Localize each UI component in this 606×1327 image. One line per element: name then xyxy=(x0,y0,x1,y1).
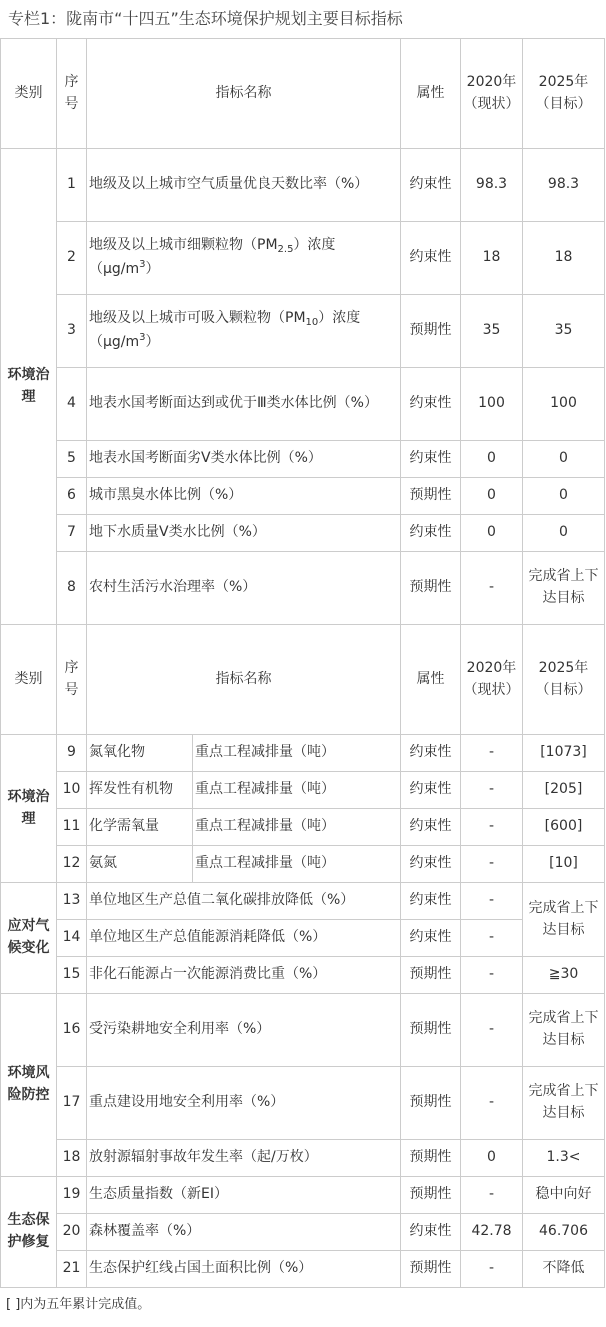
header-attr: 属性 xyxy=(401,39,461,149)
table-row xyxy=(1,295,605,368)
row-2020: 35 xyxy=(461,295,523,368)
header-attr: 属性 xyxy=(401,625,461,735)
table-row xyxy=(1,883,605,920)
table-note: [ ]内为五年累计完成值。 xyxy=(6,1297,151,1312)
table-row xyxy=(1,1251,605,1288)
row-attr: 约束性 xyxy=(401,368,461,441)
row-2020: - xyxy=(461,994,523,1067)
row-2025: 1.3< xyxy=(523,1140,605,1177)
row-attr: 预期性 xyxy=(401,994,461,1067)
row-2020: 0 xyxy=(461,441,523,478)
row-name: 非化石能源占一次能源消费比重（%） xyxy=(87,957,401,994)
row-2025: 35 xyxy=(523,295,605,368)
row-attr: 约束性 xyxy=(401,846,461,883)
table-row xyxy=(1,441,605,478)
row-name: 单位地区生产总值二氧化碳排放降低（%） xyxy=(87,883,401,920)
row-no: 12 xyxy=(57,846,87,883)
table-row xyxy=(1,552,605,625)
row-attr: 预期性 xyxy=(401,478,461,515)
row-no: 11 xyxy=(57,809,87,846)
row-name: 地表水国考断面达到或优于Ⅲ类水体比例（%） xyxy=(87,368,401,441)
row-2020: - xyxy=(461,735,523,772)
table-row xyxy=(1,809,605,846)
header-name: 指标名称 xyxy=(87,39,401,149)
row-name: 重点建设用地安全利用率（%） xyxy=(87,1067,401,1140)
group-label: 应对气候变化 xyxy=(1,883,57,994)
row-name: 生态质量指数（新EI） xyxy=(87,1177,401,1214)
row-no: 1 xyxy=(57,149,87,222)
row-2025: [10] xyxy=(523,846,605,883)
row-attr: 预期性 xyxy=(401,552,461,625)
table-row xyxy=(1,772,605,809)
row-2025: 不降低 xyxy=(523,1251,605,1288)
row-name: 地下水质量Ⅴ类水比例（%） xyxy=(87,515,401,552)
table-row xyxy=(1,846,605,883)
row-2025: 0 xyxy=(523,478,605,515)
row-2025: 18 xyxy=(523,222,605,295)
header-category: 类别 xyxy=(1,625,57,735)
header-2020: 2020年（现状） xyxy=(461,625,523,735)
row-attr: 预期性 xyxy=(401,1140,461,1177)
targets-table xyxy=(0,38,605,1288)
row-no: 3 xyxy=(57,295,87,368)
row-2025: 46.706 xyxy=(523,1214,605,1251)
row-name: 放射源辐射事故年发生率（起/万枚） xyxy=(87,1140,401,1177)
group-label: 生态保护修复 xyxy=(1,1177,57,1288)
header-name: 指标名称 xyxy=(87,625,401,735)
row-no: 10 xyxy=(57,772,87,809)
row-no: 13 xyxy=(57,883,87,920)
row-2025: 0 xyxy=(523,515,605,552)
row-name: 化学需氧量 xyxy=(87,809,193,846)
row-subname: 重点工程减排量（吨） xyxy=(193,735,401,772)
table-row xyxy=(1,222,605,295)
row-attr: 约束性 xyxy=(401,920,461,957)
row-no: 6 xyxy=(57,478,87,515)
header-no: 序号 xyxy=(57,625,87,735)
row-2025: ≧30 xyxy=(523,957,605,994)
table-row xyxy=(1,735,605,772)
row-no: 2 xyxy=(57,222,87,295)
subscript: 2.5 xyxy=(277,243,294,255)
row-2025: 完成省上下达目标 xyxy=(523,552,605,625)
row-attr: 预期性 xyxy=(401,1251,461,1288)
row-subname: 重点工程减排量（吨） xyxy=(193,772,401,809)
row-name: 挥发性有机物 xyxy=(87,772,193,809)
header-row xyxy=(1,39,605,149)
table-row xyxy=(1,1067,605,1140)
row-2020: 100 xyxy=(461,368,523,441)
row-attr: 约束性 xyxy=(401,772,461,809)
row-no: 15 xyxy=(57,957,87,994)
row-name-part: ）浓度（μg/m xyxy=(89,236,336,278)
header-no: 序号 xyxy=(57,39,87,149)
table-title: 专栏1：陇南市“十四五”生态环境保护规划主要目标指标 xyxy=(8,9,403,28)
row-2025: [205] xyxy=(523,772,605,809)
row-attr: 约束性 xyxy=(401,149,461,222)
table-row xyxy=(1,957,605,994)
row-2020: - xyxy=(461,957,523,994)
row-2020: - xyxy=(461,883,523,920)
header-category: 类别 xyxy=(1,39,57,149)
row-attr: 约束性 xyxy=(401,809,461,846)
row-attr: 约束性 xyxy=(401,1214,461,1251)
row-no: 9 xyxy=(57,735,87,772)
row-attr: 约束性 xyxy=(401,735,461,772)
table-row xyxy=(1,515,605,552)
row-no: 4 xyxy=(57,368,87,441)
row-name: 地级及以上城市空气质量优良天数比率（%） xyxy=(87,149,401,222)
row-name: 受污染耕地安全利用率（%） xyxy=(87,994,401,1067)
row-no: 18 xyxy=(57,1140,87,1177)
row-no: 16 xyxy=(57,994,87,1067)
row-2020: - xyxy=(461,1251,523,1288)
row-name: 生态保护红线占国土面积比例（%） xyxy=(87,1251,401,1288)
header-2025: 2025年（目标） xyxy=(523,625,605,735)
row-no: 8 xyxy=(57,552,87,625)
row-name-part: 地级及以上城市可吸入颗粒物（PM xyxy=(89,309,306,326)
group-label: 环境风险防控 xyxy=(1,994,57,1177)
table-row xyxy=(1,478,605,515)
row-attr: 预期性 xyxy=(401,957,461,994)
row-name-part: ） xyxy=(145,261,160,278)
group-label: 环境治理 xyxy=(1,149,57,625)
table-row xyxy=(1,149,605,222)
row-2020: - xyxy=(461,552,523,625)
row-2020: 98.3 xyxy=(461,149,523,222)
table-row xyxy=(1,368,605,441)
row-name xyxy=(87,222,401,295)
row-2020: 0 xyxy=(461,515,523,552)
row-2025: 100 xyxy=(523,368,605,441)
row-no: 20 xyxy=(57,1214,87,1251)
row-2020: - xyxy=(461,1067,523,1140)
header-row xyxy=(1,625,605,735)
row-no: 5 xyxy=(57,441,87,478)
row-2020: 0 xyxy=(461,1140,523,1177)
row-name: 氨氮 xyxy=(87,846,193,883)
table-row xyxy=(1,920,605,957)
row-2025: 完成省上下达目标 xyxy=(523,1067,605,1140)
row-attr: 约束性 xyxy=(401,883,461,920)
row-name-part: ） xyxy=(145,334,160,351)
row-attr: 约束性 xyxy=(401,515,461,552)
table-row xyxy=(1,1140,605,1177)
header-2025: 2025年（目标） xyxy=(523,39,605,149)
row-2025: 98.3 xyxy=(523,149,605,222)
header-2020: 2020年（现状） xyxy=(461,39,523,149)
group-label: 环境治理 xyxy=(1,735,57,883)
row-name-part: 地级及以上城市细颗粒物（PM xyxy=(89,236,278,253)
row-name xyxy=(87,295,401,368)
row-no: 19 xyxy=(57,1177,87,1214)
row-2020: 18 xyxy=(461,222,523,295)
row-name: 城市黑臭水体比例（%） xyxy=(87,478,401,515)
row-2025: 完成省上下达目标 xyxy=(523,994,605,1067)
row-name: 单位地区生产总值能源消耗降低（%） xyxy=(87,920,401,957)
row-2020: 0 xyxy=(461,478,523,515)
table-row xyxy=(1,994,605,1067)
row-attr: 预期性 xyxy=(401,295,461,368)
row-attr: 预期性 xyxy=(401,1067,461,1140)
row-2020: - xyxy=(461,846,523,883)
row-2020: - xyxy=(461,809,523,846)
row-2020: - xyxy=(461,1177,523,1214)
row-2025: 完成省上下达目标 xyxy=(523,883,605,957)
row-subname: 重点工程减排量（吨） xyxy=(193,846,401,883)
row-name-part: ）浓度（μg/m xyxy=(89,309,361,351)
row-2025: 稳中向好 xyxy=(523,1177,605,1214)
subscript: 10 xyxy=(305,316,319,328)
row-name: 森林覆盖率（%） xyxy=(87,1214,401,1251)
row-subname: 重点工程减排量（吨） xyxy=(193,809,401,846)
table-row xyxy=(1,1177,605,1214)
row-attr: 预期性 xyxy=(401,1177,461,1214)
row-no: 17 xyxy=(57,1067,87,1140)
row-name: 地表水国考断面劣Ⅴ类水体比例（%） xyxy=(87,441,401,478)
superscript: 3 xyxy=(139,259,146,271)
row-2025: [600] xyxy=(523,809,605,846)
row-2020: - xyxy=(461,772,523,809)
row-no: 21 xyxy=(57,1251,87,1288)
row-name: 农村生活污水治理率（%） xyxy=(87,552,401,625)
superscript: 3 xyxy=(139,332,146,344)
row-2025: [1073] xyxy=(523,735,605,772)
row-2025: 0 xyxy=(523,441,605,478)
row-no: 7 xyxy=(57,515,87,552)
row-2020: - xyxy=(461,920,523,957)
row-no: 14 xyxy=(57,920,87,957)
row-name: 氮氧化物 xyxy=(87,735,193,772)
row-attr: 约束性 xyxy=(401,441,461,478)
row-attr: 约束性 xyxy=(401,222,461,295)
row-2020: 42.78 xyxy=(461,1214,523,1251)
table-row xyxy=(1,1214,605,1251)
